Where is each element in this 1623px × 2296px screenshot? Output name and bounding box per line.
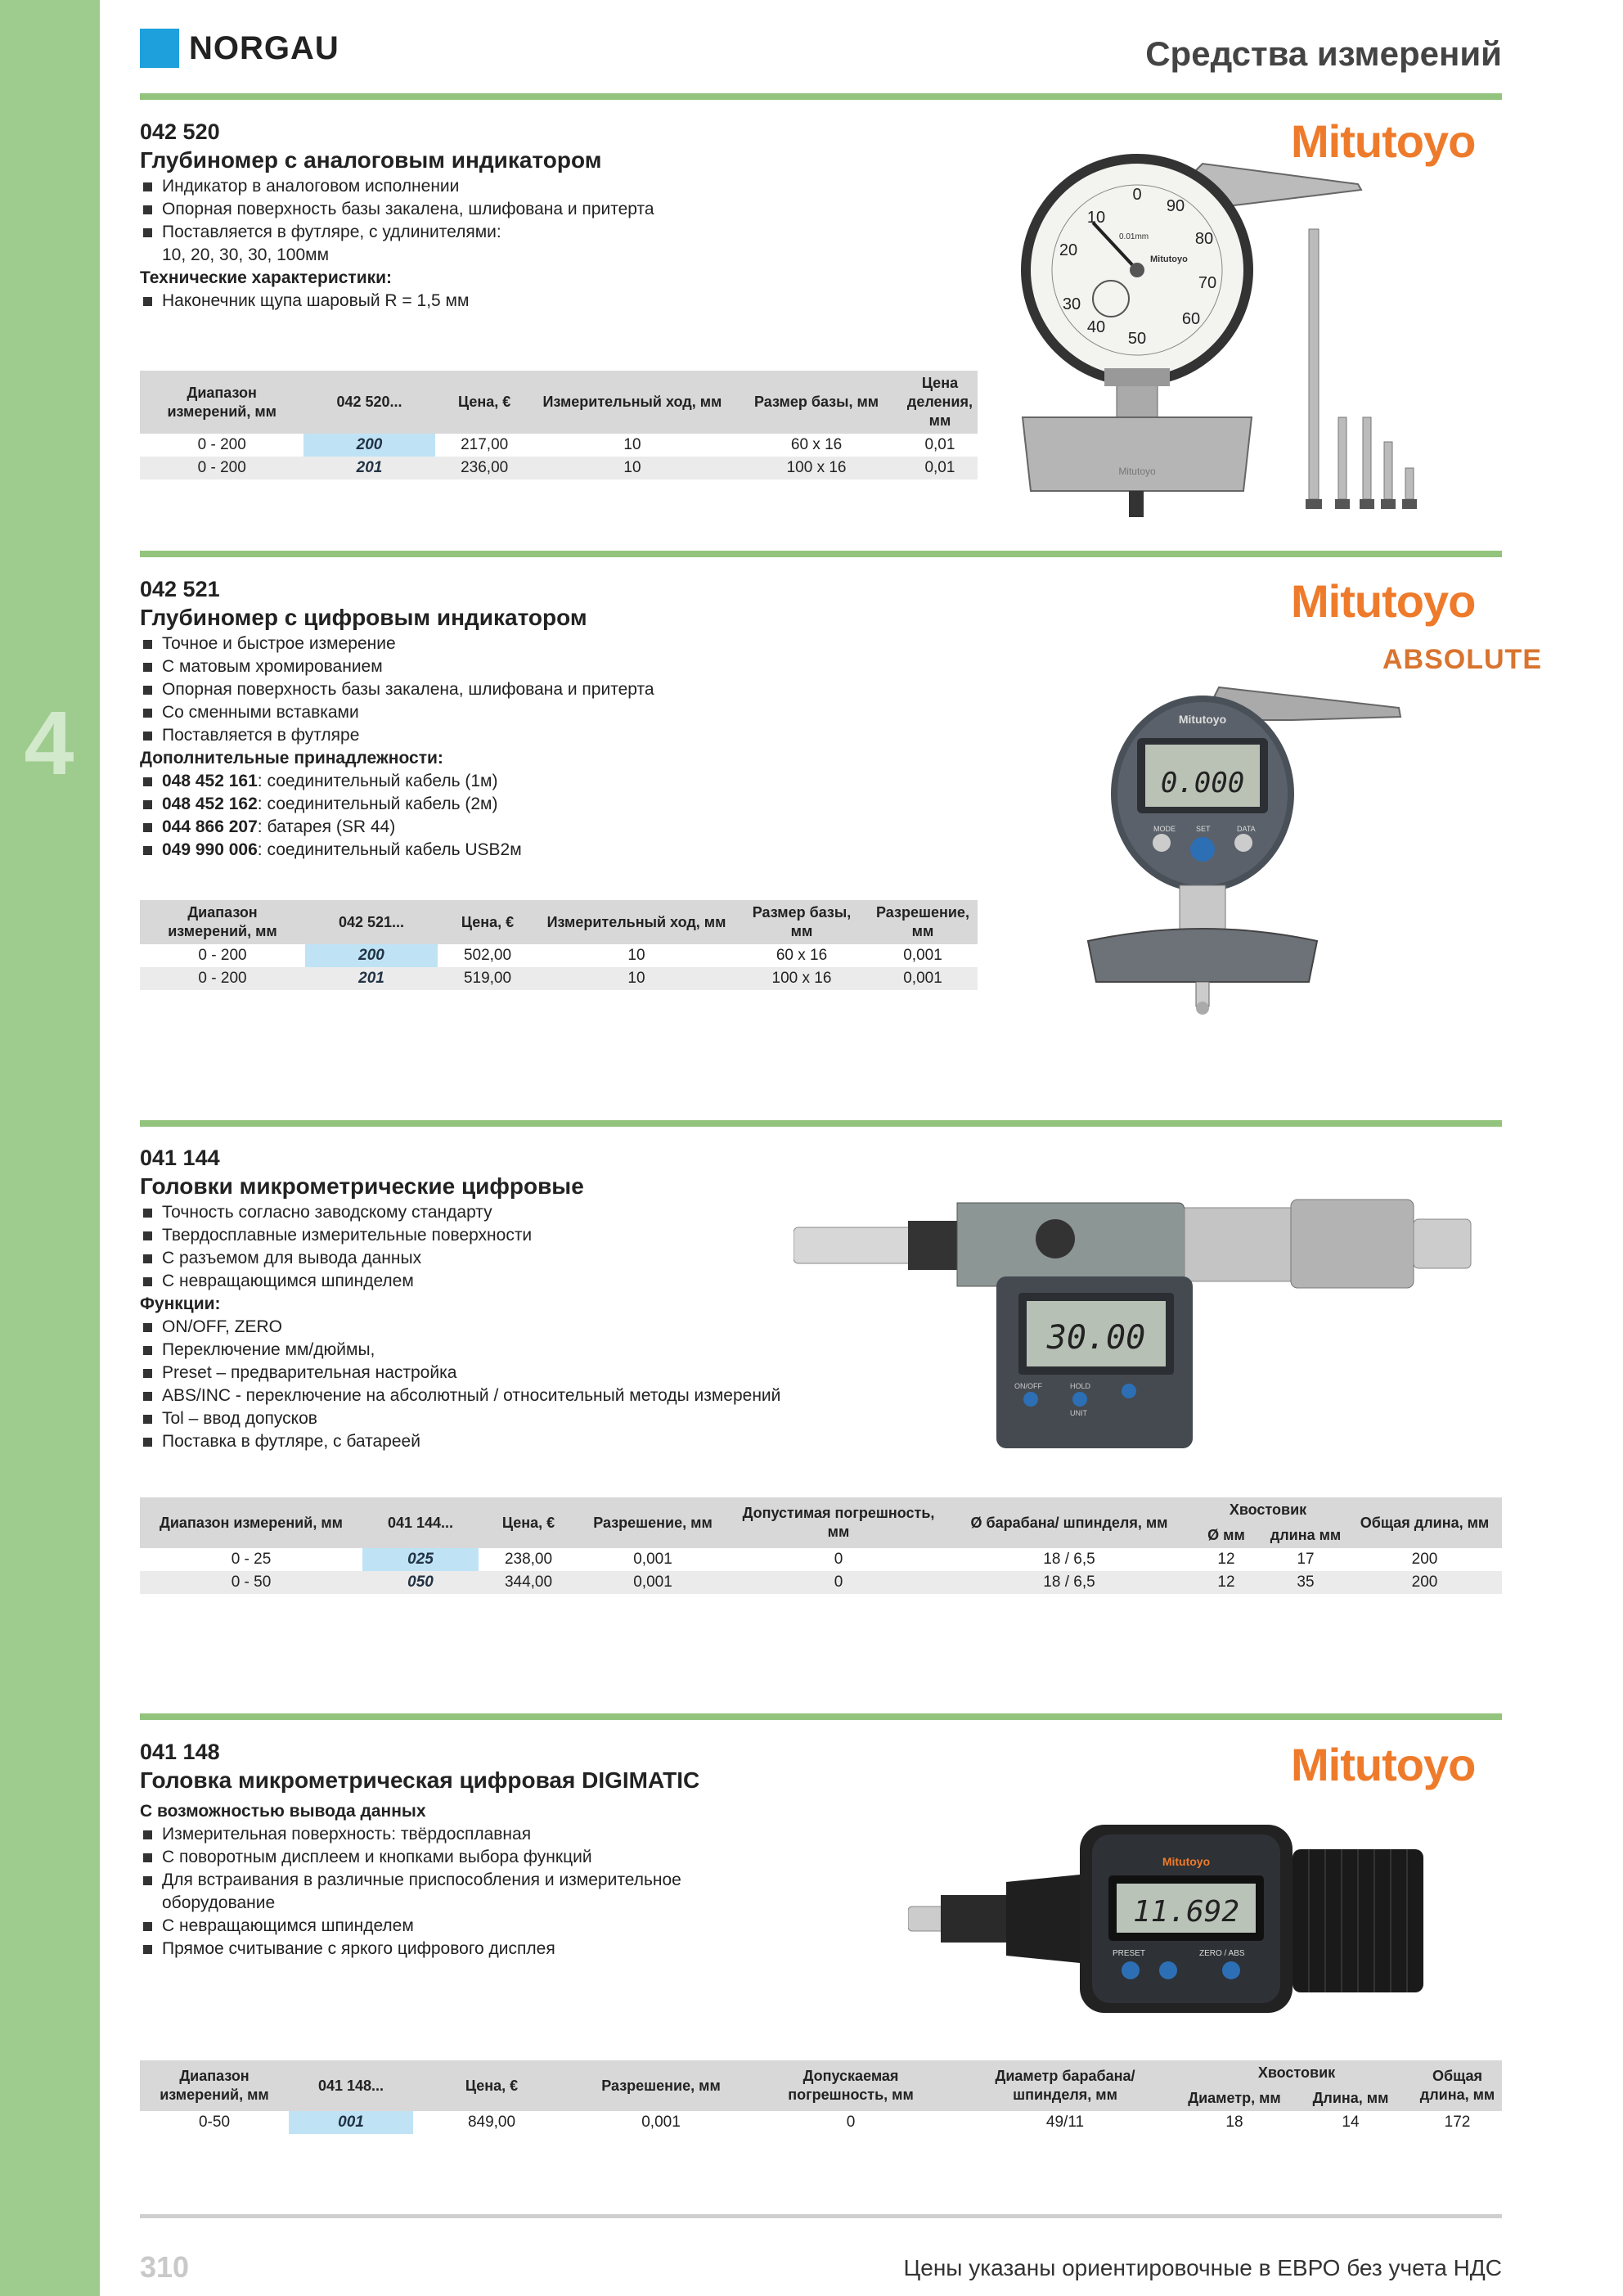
dial-number: 0	[1132, 186, 1142, 204]
list-item: Индикатор в аналоговом исполнении	[140, 175, 1502, 198]
list-item: Со сменными вставками	[140, 701, 1502, 724]
cell: 0 - 200	[140, 457, 303, 479]
column-header: Цена деления, мм	[902, 371, 978, 434]
button-label: ZERO / ABS	[1199, 1949, 1245, 1958]
column-header: 041 148...	[289, 2060, 413, 2111]
cell: 18	[1225, 2114, 1243, 2131]
table-row	[140, 1571, 1502, 1594]
list-item: Поставляется в футляре, с удлинителями:	[140, 221, 1502, 244]
dial-number: 90	[1166, 197, 1185, 215]
spec-table	[140, 371, 978, 479]
product-title: Глубиномер с аналоговым индикатором	[140, 147, 602, 173]
device-brand: Mitutoyo	[1178, 713, 1227, 726]
digital-depth-gauge-image	[1080, 671, 1423, 1031]
dial-brand: Mitutoyo	[1150, 254, 1188, 264]
spec-table	[140, 900, 978, 990]
column-header: Допустимая погрешность, мм	[727, 1497, 950, 1548]
cell: 18 / 6,5	[950, 1571, 1189, 1594]
list-item: Опорная поверхность базы закалена, шлифована и притерта	[140, 678, 1502, 701]
button-label: PRESET	[1113, 1949, 1146, 1958]
column-header: Размер базы, мм	[735, 900, 868, 944]
accessory-text: : батарея (SR 44)	[257, 817, 396, 836]
subheading: Дополнительные принадлежности:	[140, 749, 443, 768]
column-header: Хвостовик	[1189, 1497, 1347, 1523]
digimatic-head-image	[908, 1817, 1432, 2029]
lcd-value: 0.000	[1160, 767, 1245, 799]
dial-number: 40	[1086, 318, 1106, 336]
accessory-text: : соединительный кабель (1м)	[257, 772, 498, 790]
list-continuation: оборудование	[162, 1893, 276, 1912]
list-item: Опорная поверхность базы закалена, шлифована и притерта	[140, 198, 1502, 221]
list-item: Tol – ввод допусков	[140, 1407, 1502, 1430]
list-item: Поставляется в футляре	[140, 724, 1502, 747]
article-cell: 001	[289, 2111, 413, 2134]
cell: 344,00	[479, 1571, 578, 1594]
cell: 12	[1217, 1551, 1235, 1568]
cell: 100 x 16	[731, 457, 902, 479]
column-header: 042 520...	[303, 371, 434, 434]
article-cell: 200	[305, 944, 438, 967]
dial-number: 70	[1198, 274, 1217, 292]
cell: 0,01	[902, 457, 978, 479]
article-cell: 200	[303, 434, 434, 457]
dial-depth-gauge-image	[1014, 147, 1472, 540]
mitutoyo-logo: Mitutoyo	[1291, 1739, 1476, 1790]
list-item: Переключение мм/дюймы,	[140, 1339, 1502, 1362]
button-label: DATA	[1237, 825, 1256, 833]
cell: 18 / 6,5	[1043, 1551, 1095, 1568]
spec-table	[140, 1497, 1502, 1594]
accessory-code: 049 990 006	[162, 840, 258, 859]
base-brand: Mitutoyo	[1118, 466, 1156, 477]
list-continuation: 10, 20, 30, 30, 100мм	[162, 245, 330, 264]
cell: 14	[1342, 2114, 1360, 2131]
dial-unit: 0.01mm	[1119, 232, 1149, 241]
list-item: Точное и быстрое измерение	[140, 633, 1502, 655]
lcd-value: 11.692	[1132, 1895, 1240, 1929]
cell: 60 x 16	[790, 436, 843, 453]
cell: 60 x 16	[776, 947, 828, 964]
cell: 519,00	[438, 967, 537, 990]
cell: 0,001	[903, 947, 942, 964]
price-note: Цены указаны ориентировочные в ЕВРО без учета НДС	[903, 2255, 1502, 2280]
cell: 0 - 200	[198, 947, 247, 964]
list-item: Preset – предварительная настройка	[140, 1362, 1502, 1384]
divider	[140, 1713, 1502, 1720]
cell: 10	[534, 457, 731, 479]
divider	[140, 2214, 1502, 2218]
cell: 0	[727, 1571, 950, 1594]
cell: 35	[1264, 1571, 1347, 1594]
column-header: Разрешение, мм	[868, 900, 978, 944]
product-code: 042 521	[140, 577, 220, 601]
column-header: длина мм	[1264, 1523, 1347, 1548]
list-item: Наконечник щупа шаровый R = 1,5 мм	[140, 290, 1502, 313]
column-header: 041 144...	[362, 1497, 479, 1548]
divider	[140, 93, 1502, 100]
list-item: Для встраивания в различные приспособления и измерительное	[140, 1869, 1502, 1892]
column-header: Общая длина, мм	[1413, 2060, 1502, 2111]
column-header: Допускаемая погрешность, мм	[752, 2060, 950, 2111]
dial-number: 60	[1181, 310, 1201, 328]
column-header: Диаметр, мм	[1180, 2086, 1288, 2111]
list-item: Прямое считывание с яркого цифрового дисплея	[140, 1938, 1502, 1961]
product-title: Головки микрометрические цифровые	[140, 1173, 584, 1199]
product-code: 041 148	[140, 1740, 220, 1764]
cell: 0,001	[633, 1551, 672, 1568]
list-item: С разъемом для вывода данных	[140, 1247, 1502, 1270]
list-item: ON/OFF, ZERO	[140, 1316, 1502, 1339]
cell: 0 - 50	[140, 1571, 362, 1594]
cell: 502,00	[463, 947, 512, 964]
article-cell: 201	[305, 967, 438, 990]
table-row	[140, 967, 978, 990]
table-row	[140, 944, 978, 967]
cell: 10	[537, 967, 735, 990]
column-header: Диапазон измерений, мм	[140, 2060, 289, 2111]
button-label: SET	[1196, 825, 1211, 833]
accessory-text: : соединительный кабель (2м)	[257, 795, 498, 813]
column-header: Ø мм	[1189, 1523, 1264, 1548]
column-header: Разрешение, мм	[578, 1497, 727, 1548]
list-item: С невращающимся шпинделем	[140, 1915, 1502, 1938]
cell: 0,001	[578, 1571, 727, 1594]
mitutoyo-logo: Mitutoyo	[1291, 115, 1476, 167]
table-row	[140, 434, 978, 457]
cell: 200	[1411, 1551, 1438, 1568]
column-header: Измерительный ход, мм	[534, 371, 731, 434]
cell: 200	[1347, 1571, 1502, 1594]
cell: 0	[834, 1551, 843, 1568]
product-code: 041 144	[140, 1146, 220, 1170]
column-header: Ø барабана/ шпинделя, мм	[950, 1497, 1189, 1548]
column-header: Диапазон измерений, мм	[140, 900, 305, 944]
cell: 100 x 16	[735, 967, 868, 990]
list-item: С невращающимся шпинделем	[140, 1270, 1502, 1293]
table-row	[140, 2111, 1502, 2134]
list-item: Точность согласно заводскому стандарту	[140, 1201, 1502, 1224]
cell: 0,01	[924, 436, 955, 453]
cell: 217,00	[461, 436, 509, 453]
cell: 12	[1189, 1571, 1264, 1594]
column-header: Диапазон измерений, мм	[140, 371, 303, 434]
cell: 0 - 25	[231, 1551, 272, 1568]
column-header: 042 521...	[305, 900, 438, 944]
cell: 10	[627, 947, 645, 964]
button-label: UNIT	[1070, 1409, 1087, 1417]
norgau-logo	[140, 29, 339, 68]
accessory-text: : соединительный кабель USB2м	[257, 840, 522, 859]
divider	[140, 551, 1502, 557]
column-header: Диаметр барабана/ шпинделя, мм	[950, 2060, 1180, 2111]
column-header: Диапазон измерений, мм	[140, 1497, 362, 1548]
absolute-logo: ABSOLUTE	[1382, 644, 1542, 675]
list-item: С матовым хромированием	[140, 655, 1502, 678]
logo-square-icon	[140, 29, 179, 68]
lcd-value: 30.00	[1046, 1319, 1146, 1357]
subheading: Технические характеристики:	[140, 268, 393, 287]
dial-number: 20	[1059, 241, 1078, 259]
product-code: 042 520	[140, 119, 220, 144]
column-header: Цена, €	[413, 2060, 570, 2111]
product-title: Глубиномер с цифровым индикатором	[140, 605, 587, 630]
cell: 0 - 200	[140, 967, 305, 990]
button-label: HOLD	[1070, 1382, 1091, 1390]
cell: 0,001	[641, 2114, 681, 2131]
column-header: Длина, мм	[1288, 2086, 1413, 2111]
table-row	[140, 1548, 1502, 1571]
column-header: Цена, €	[479, 1497, 578, 1548]
cell: 17	[1297, 1551, 1315, 1568]
column-header: Общая длина, мм	[1347, 1497, 1502, 1548]
dial-number: 30	[1062, 295, 1081, 313]
spec-table	[140, 2060, 1502, 2134]
article-cell: 050	[362, 1571, 479, 1594]
list-item: Твердосплавные измерительные поверхности	[140, 1224, 1502, 1247]
page-number: 310	[140, 2250, 190, 2284]
dial-number: 50	[1127, 330, 1147, 348]
subheading: С возможностью вывода данных	[140, 1802, 426, 1821]
cell: 238,00	[504, 1551, 553, 1568]
accessory-code: 048 452 162	[162, 795, 258, 813]
article-cell: 025	[362, 1548, 479, 1571]
column-header: Измерительный ход, мм	[537, 900, 735, 944]
article-cell: 201	[303, 457, 434, 479]
divider	[140, 1120, 1502, 1127]
accessory-code: 044 866 207	[162, 817, 258, 836]
list-item: С поворотным дисплеем и кнопками выбора функций	[140, 1846, 1502, 1869]
button-label: ON/OFF	[1014, 1382, 1042, 1390]
cell: 0	[846, 2114, 856, 2131]
device-brand: Mitutoyo	[1162, 1855, 1211, 1868]
cell: 849,00	[467, 2114, 516, 2131]
logo-text: NORGAU	[189, 29, 339, 66]
mitutoyo-logo: Mitutoyo	[1291, 575, 1476, 627]
list-item: Измерительная поверхность: твёрдосплавная	[140, 1823, 1502, 1846]
cell: 0,001	[868, 967, 978, 990]
cell: 172	[1444, 2114, 1471, 2131]
column-header: Разрешение, мм	[570, 2060, 752, 2111]
column-header: Размер базы, мм	[731, 371, 902, 434]
column-header: Цена, €	[435, 371, 534, 434]
dial-number: 10	[1086, 209, 1106, 227]
accessory-code: 048 452 161	[162, 772, 258, 790]
cell: 49/11	[1045, 2114, 1085, 2131]
chapter-number: 4	[24, 693, 74, 794]
micrometer-head-image	[794, 1178, 1497, 1456]
list-item: ABS/INC - переключение на абсолютный / относительный методы измерений	[140, 1384, 1502, 1407]
table-row	[140, 457, 978, 479]
product-title: Головка микрометрическая цифровая DIGIMATIC	[140, 1767, 700, 1793]
page-title: Средства измерений	[1145, 34, 1502, 73]
cell: 236,00	[435, 457, 534, 479]
cell: 10	[623, 436, 641, 453]
column-header: Цена, €	[438, 900, 537, 944]
column-header: Хвостовик	[1180, 2060, 1413, 2086]
dial-number: 80	[1194, 230, 1214, 248]
sidebar	[0, 0, 100, 2296]
cell: 0 - 200	[197, 436, 246, 453]
button-label: MODE	[1153, 825, 1176, 833]
list-item: Поставка в футляре, с батареей	[140, 1430, 1502, 1453]
subheading: Функции:	[140, 1294, 221, 1313]
cell: 0-50	[198, 2114, 231, 2131]
